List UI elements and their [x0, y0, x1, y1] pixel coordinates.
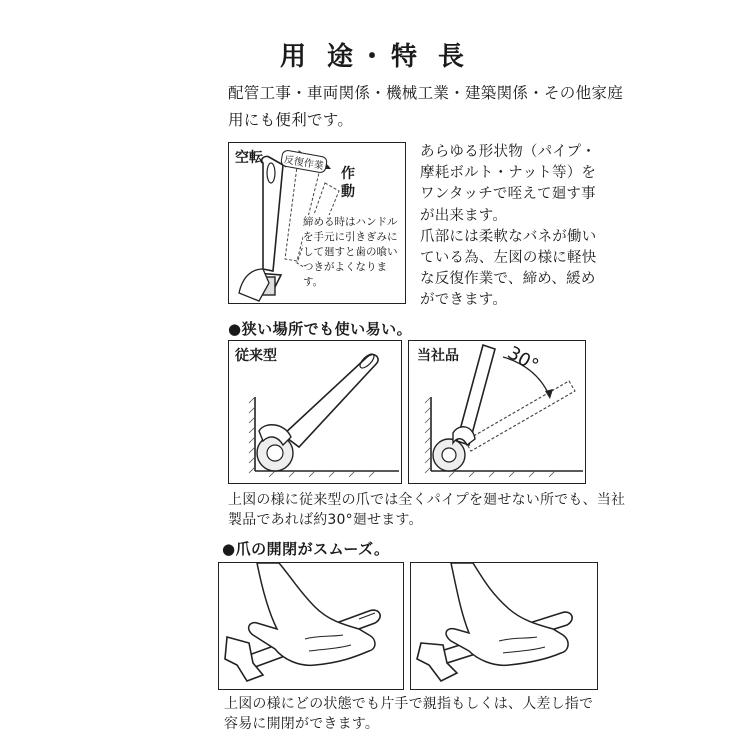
page-title: 用 途・特 長 — [279, 42, 471, 72]
ratchet-action-illustration — [228, 142, 406, 304]
finger-open-illustration — [410, 562, 598, 690]
hand-finger-drawing — [411, 563, 597, 689]
label-action-2: 動 — [341, 184, 355, 200]
thumb-open-illustration — [218, 562, 404, 690]
feature-description-2: 爪部には柔軟なバネが働いている為、左図の様に軽快な反復作業で、締め、緩めができます。 — [420, 228, 597, 309]
jaw-open-heading: ●爪の開閉がスムーズ。 — [222, 540, 390, 558]
hand-thumb-drawing — [219, 563, 403, 689]
narrow-space-caption: 上図の様に従来型の爪では全くパイプを廻せない所でも、当社製品であれば約30°廻せます。 — [228, 492, 626, 528]
angle-label: 30° — [503, 342, 543, 377]
conventional-illustration — [228, 340, 402, 484]
label-our-product: 当社品 — [417, 348, 459, 364]
intro-text: 配管工事・車両関係・機械工業・建築関係・その他家庭用にも便利です。 — [228, 84, 624, 129]
feature-description — [420, 142, 610, 312]
jaw-open-caption: 上図の様にどの状態でも片手で親指もしくは、人差し指で容易に開閉ができます。 — [224, 696, 594, 732]
label-repeat: 反復作業 — [280, 149, 328, 174]
narrow-space-heading: ●狭い場所でも使い易い。 — [228, 320, 413, 338]
label-action-1: 作 — [341, 166, 355, 182]
feature-description-1: あらゆる形状物（パイプ・摩耗ボルト・ナット等）をワンタッチで咥えて廻す事が出来ます。 — [420, 144, 597, 224]
grip-tip-note: 締める時はハンドルを手元に引きぎみにして廻すと歯の喰いつきがよくなります。 — [303, 215, 401, 290]
label-idle: 空転 — [235, 150, 263, 166]
label-conventional: 従来型 — [235, 348, 277, 364]
our-product-illustration — [408, 340, 586, 484]
